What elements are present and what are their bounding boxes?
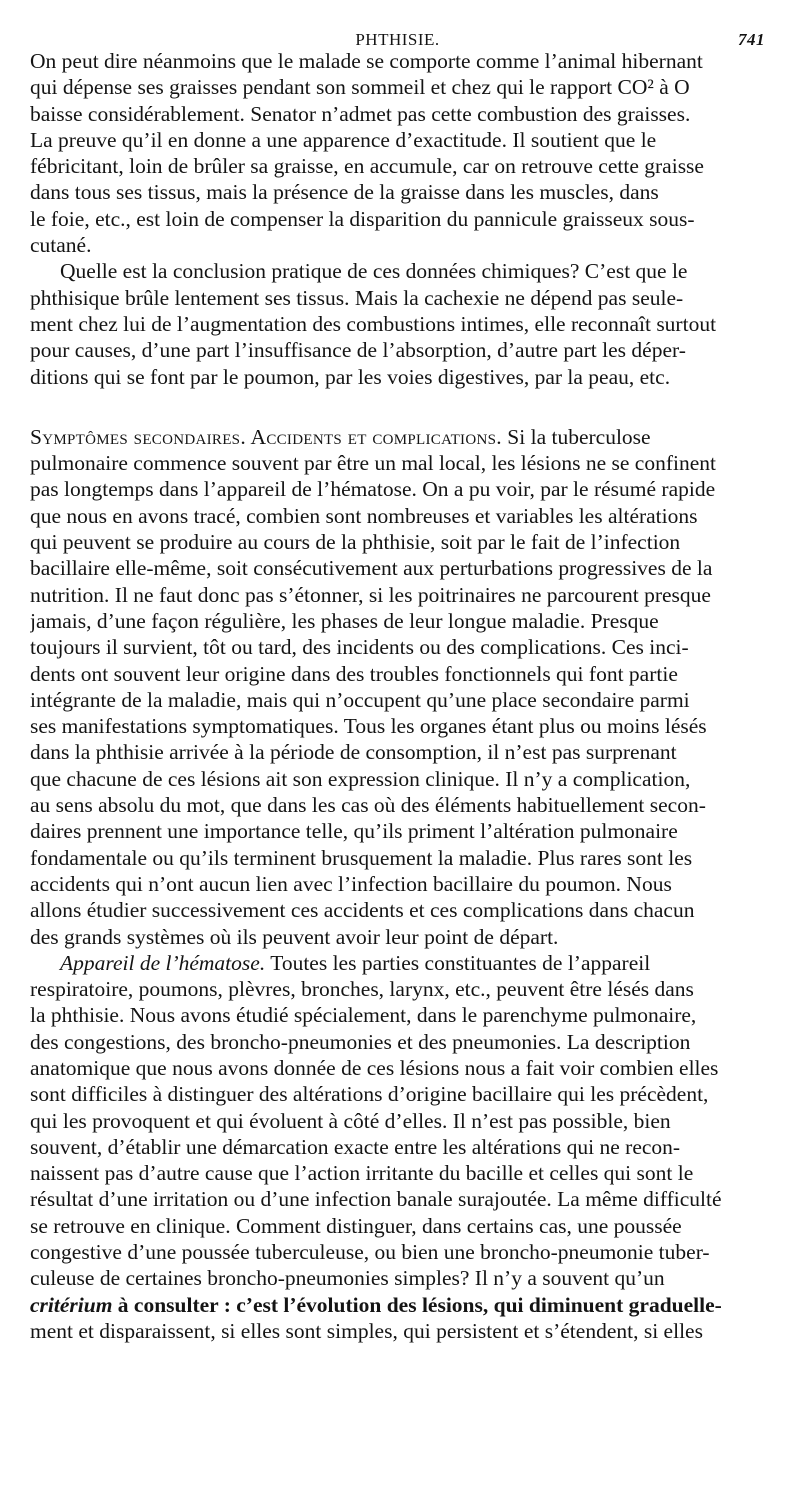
text-line: accidents qui n’ont aucun lien avec l’infection bacillaire du poumon. Nous <box>30 871 672 896</box>
text-line: ment chez lui de l’augmentation des combustions intimes, elle reconnaît surtout <box>30 311 717 336</box>
text-line: dans tous ses tissus, mais la présence de la graisse dans les muscles, dans <box>30 180 659 205</box>
text-line: qui peuvent se produire au cours de la phthisie, soit par le fait de l’infection <box>30 530 681 555</box>
text-line: ment et disparaissent, si elles sont simples, qui persistent et s’étendent, si elles <box>30 1318 703 1343</box>
paragraph-1 <box>30 48 765 258</box>
text-line: nutrition. Il ne faut donc pas s’étonner, si les poitrinaires ne parcourent presque <box>30 582 711 607</box>
text-run: Si la tuberculose <box>501 424 651 449</box>
text-line: souvent, d’établir une démarcation exacte entre les altérations qui ne recon- <box>30 1134 681 1159</box>
text-line: cutané. <box>30 233 92 258</box>
text-line <box>30 424 765 450</box>
paragraph-symptomes <box>30 424 765 950</box>
paragraph-hematose <box>30 950 765 1344</box>
text-run: Toutes les parties constituantes de l’appareil <box>265 950 651 975</box>
text-line: jamais, d’une façon régulière, les phases de leur longue maladie. Presque <box>30 608 659 633</box>
page-header <box>30 0 765 48</box>
text-line: La preuve qu’il en donne a une apparence d’exactitude. Il soutient que le <box>30 127 657 152</box>
text-line: se retrouve en clinique. Comment distinguer, dans certains cas, une poussée <box>30 1213 682 1238</box>
text-line: ditions qui se font par le poumon, par les voies digestives, par la peau, etc. <box>30 364 671 389</box>
paragraph-2 <box>30 258 765 389</box>
text-line: dans la phthisie arrivée à la période de consomption, il n’est pas surprenant <box>30 740 677 765</box>
text-line: toujours il survient, tôt ou tard, des incidents ou des complications. Ces inci- <box>30 635 689 660</box>
text-line: sont difficiles à distinguer des altérations d’origine bacillaire qui les précèdent, <box>30 1082 709 1107</box>
section-gap <box>30 390 765 424</box>
text-line: fondamentale ou qu’ils terminent brusquement la maladie. Plus rares sont les <box>30 845 693 870</box>
text-line: On peut dire néanmoins que le malade se comporte comme l’animal hibernant <box>30 49 703 73</box>
text-line <box>30 1292 765 1318</box>
text-line: pas longtemps dans l’appareil de l’hématose. On a pu voir, par le résumé rapide <box>30 477 716 502</box>
text-line: phthisique brûle lentement ses tissus. Mais la cachexie ne dépend pas seule- <box>30 285 684 310</box>
text-line: dents ont souvent leur origine dans des troubles fonctionnels qui font partie <box>30 661 678 686</box>
text-line: daires prennent une importance telle, qu’ils priment l’altération pulmonaire <box>30 819 678 844</box>
text-line <box>30 950 765 976</box>
text-line: fébricitant, loin de brûler sa graisse, en accumule, car on retrouve cette graisse <box>30 154 704 179</box>
text-line: la phthisie. Nous avons étudié spécialement, dans le parenchyme pulmonaire, <box>30 1003 697 1028</box>
text-line: le foie, etc., est loin de compenser la disparition du pannicule graisseux sous- <box>30 206 695 231</box>
book-page <box>30 0 765 1489</box>
text-line: résultat d’une irritation ou d’une infection banale surajoutée. La même difficulté <box>30 1187 722 1212</box>
text-line: que nous en avons tracé, combien sont nombreuses et variables les altérations <box>30 503 698 528</box>
text-line: qui les provoquent et qui évoluent à côté d’elles. Il n’est pas possible, bien <box>30 1108 671 1133</box>
text-line: naissent pas d’autre cause que l’action irritante du bacille et celles qui sont le <box>30 1161 694 1186</box>
emphasized-term: critérium <box>30 1292 113 1317</box>
text-line: pulmonaire commence souvent par être un mal local, les lésions ne se confinent <box>30 451 716 476</box>
text-line: que chacune de ces lésions ait son expression clinique. Il n’y a complication, <box>30 766 691 791</box>
text-line: anatomique que nous avons donnée de ces lésions nous a fait voir combien elles <box>30 1055 719 1080</box>
text-line: respiratoire, poumons, plèvres, bronches, larynx, etc., peuvent être lésés dans <box>30 977 694 1002</box>
page-number: 741 <box>738 30 765 49</box>
text-line: des congestions, des broncho-pneumonies et des pneumonies. La description <box>30 1029 691 1054</box>
text-line: allons étudier successivement ces accidents et ces complications dans chacun <box>30 898 695 923</box>
subsection-heading: Appareil de l’hématose. <box>60 950 266 975</box>
text-line: Quelle est la conclusion pratique de ces données chimiques? C’est que le <box>60 259 688 284</box>
text-line: qui dépense ses graisses pendant son sommeil et chez qui le rapport CO² à O <box>30 75 690 100</box>
running-title: PHTHISIE. <box>355 30 440 49</box>
text-line: intégrante de la maladie, mais qui n’occupent qu’une place secondaire parmi <box>30 687 690 712</box>
text-line: bacillaire elle-même, soit consécutivement aux perturbations progressives de la <box>30 556 713 581</box>
text-line: pour causes, d’une part l’insuffisance de l’absorption, d’autre part les déper- <box>30 338 686 363</box>
text-line: culeuse de certaines broncho-pneumonies simples? Il n’y a souvent qu’un <box>30 1266 665 1291</box>
text-line: au sens absolu du mot, que dans les cas où des éléments habituellement secon- <box>30 793 706 818</box>
text-line: des grands systèmes où ils peuvent avoir leur point de départ. <box>30 924 559 949</box>
text-line: ses manifestations symptomatiques. Tous les organes étant plus ou moins lésés <box>30 714 707 739</box>
section-heading: Symptômes secondaires. Accidents et complications. <box>30 424 502 449</box>
text-line: congestive d’une poussée tuberculeuse, ou bien une broncho-pneumonie tuber- <box>30 1240 710 1265</box>
text-line: baisse considérablement. Senator n’admet pas cette combustion des graisses. <box>30 101 691 126</box>
text-run: à consulter : c’est l’évolution des lésions, qui diminuent graduelle- <box>112 1292 722 1317</box>
